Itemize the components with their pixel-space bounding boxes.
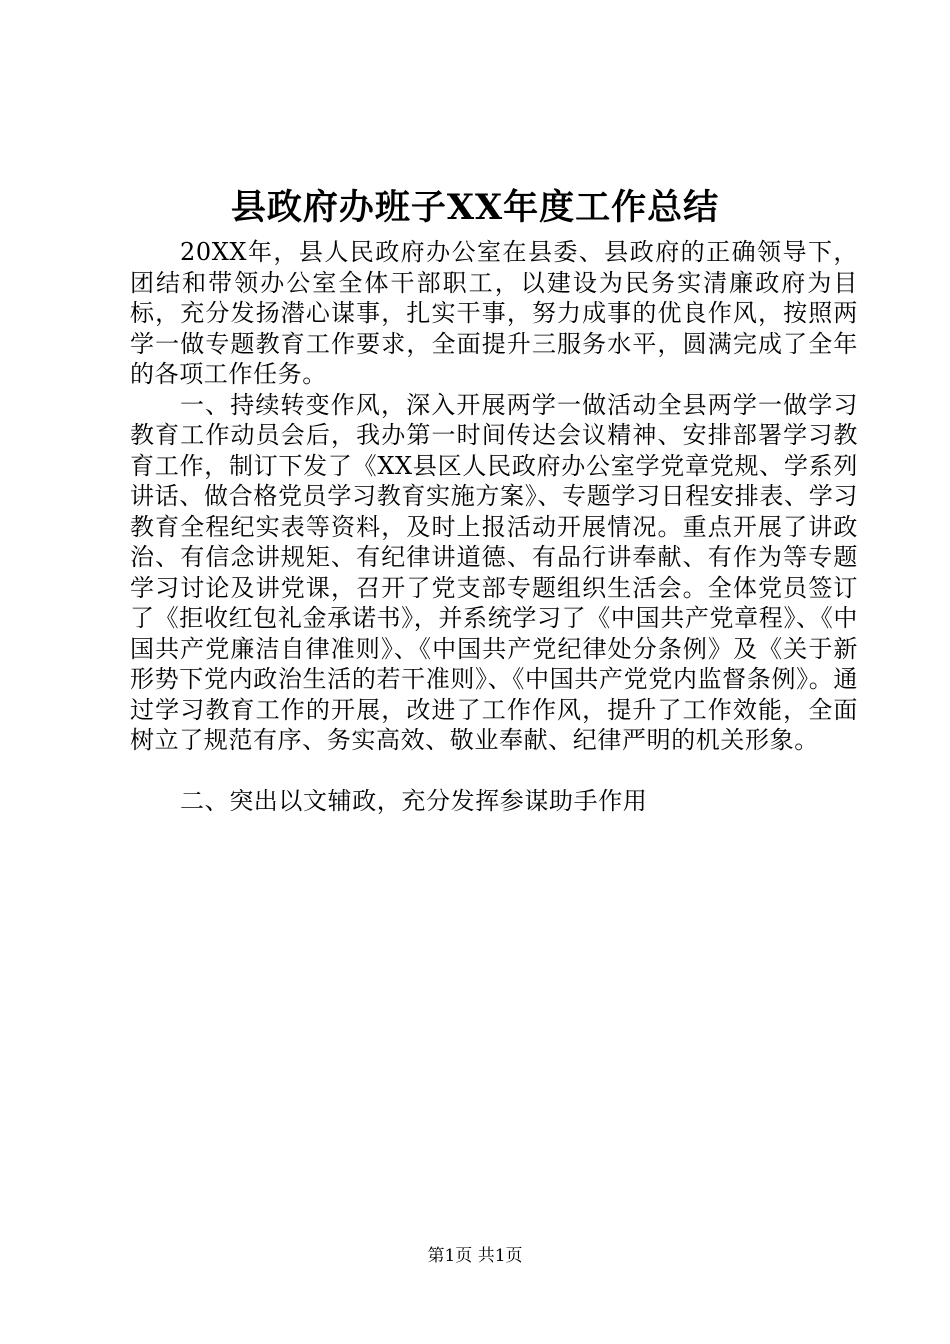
paragraph-section-two-heading: 二、突出以文辅政，充分发挥参谋助手作用 xyxy=(180,786,648,815)
paragraph-intro: 20XX年，县人民政府办公室在县委、县政府的正确领导下，团结和带领办公室全体干部职工，以建设为民务实清廉政府为目标，充分发扬潜心谋事，扎实干事，努力成事的优良作风，按照两学一做专题教育工作要求，全面提升三服务水平，圆满完成了全年的各项工作任务。 xyxy=(130,238,858,388)
paragraph-section-one: 一、持续转变作风，深入开展两学一做活动全县两学一做学习教育工作动员会后，我办第一时间传达会议精神、安排部署学习教育工作，制订下发了《XX县区人民政府办公室学党章党规、学系列讲话、做合格党员学习教育实施方案》、专题学习日程安排表、学习教育全程纪实表等资料，及时上报活动开展情况。重点开展了讲政治、有信念讲规矩、有纪律讲道德、有品行讲奉献、有作为等专题学习讨论及讲党课，召开了党支部专题组织生活会。全体党员签订了《拒收红包礼金承诺书》，并系统学习了《中国共产党章程》、《中国共产党廉洁自律准则》、《中国共产党纪律处分条例》及《关于新形势下党内政治生活的若干准则》、《中国共产党党内监督条例》。通过学习教育工作的开展，改进了工作作风，提升了工作效能，全面树立了规范有序、务实高效、敬业奉献、纪律严明的机关形象。 xyxy=(130,390,858,754)
document-title: 县政府办班子XX年度工作总结 xyxy=(230,187,720,228)
page-footer: 第1页 共1页 xyxy=(427,1246,523,1266)
document-body xyxy=(130,237,858,816)
